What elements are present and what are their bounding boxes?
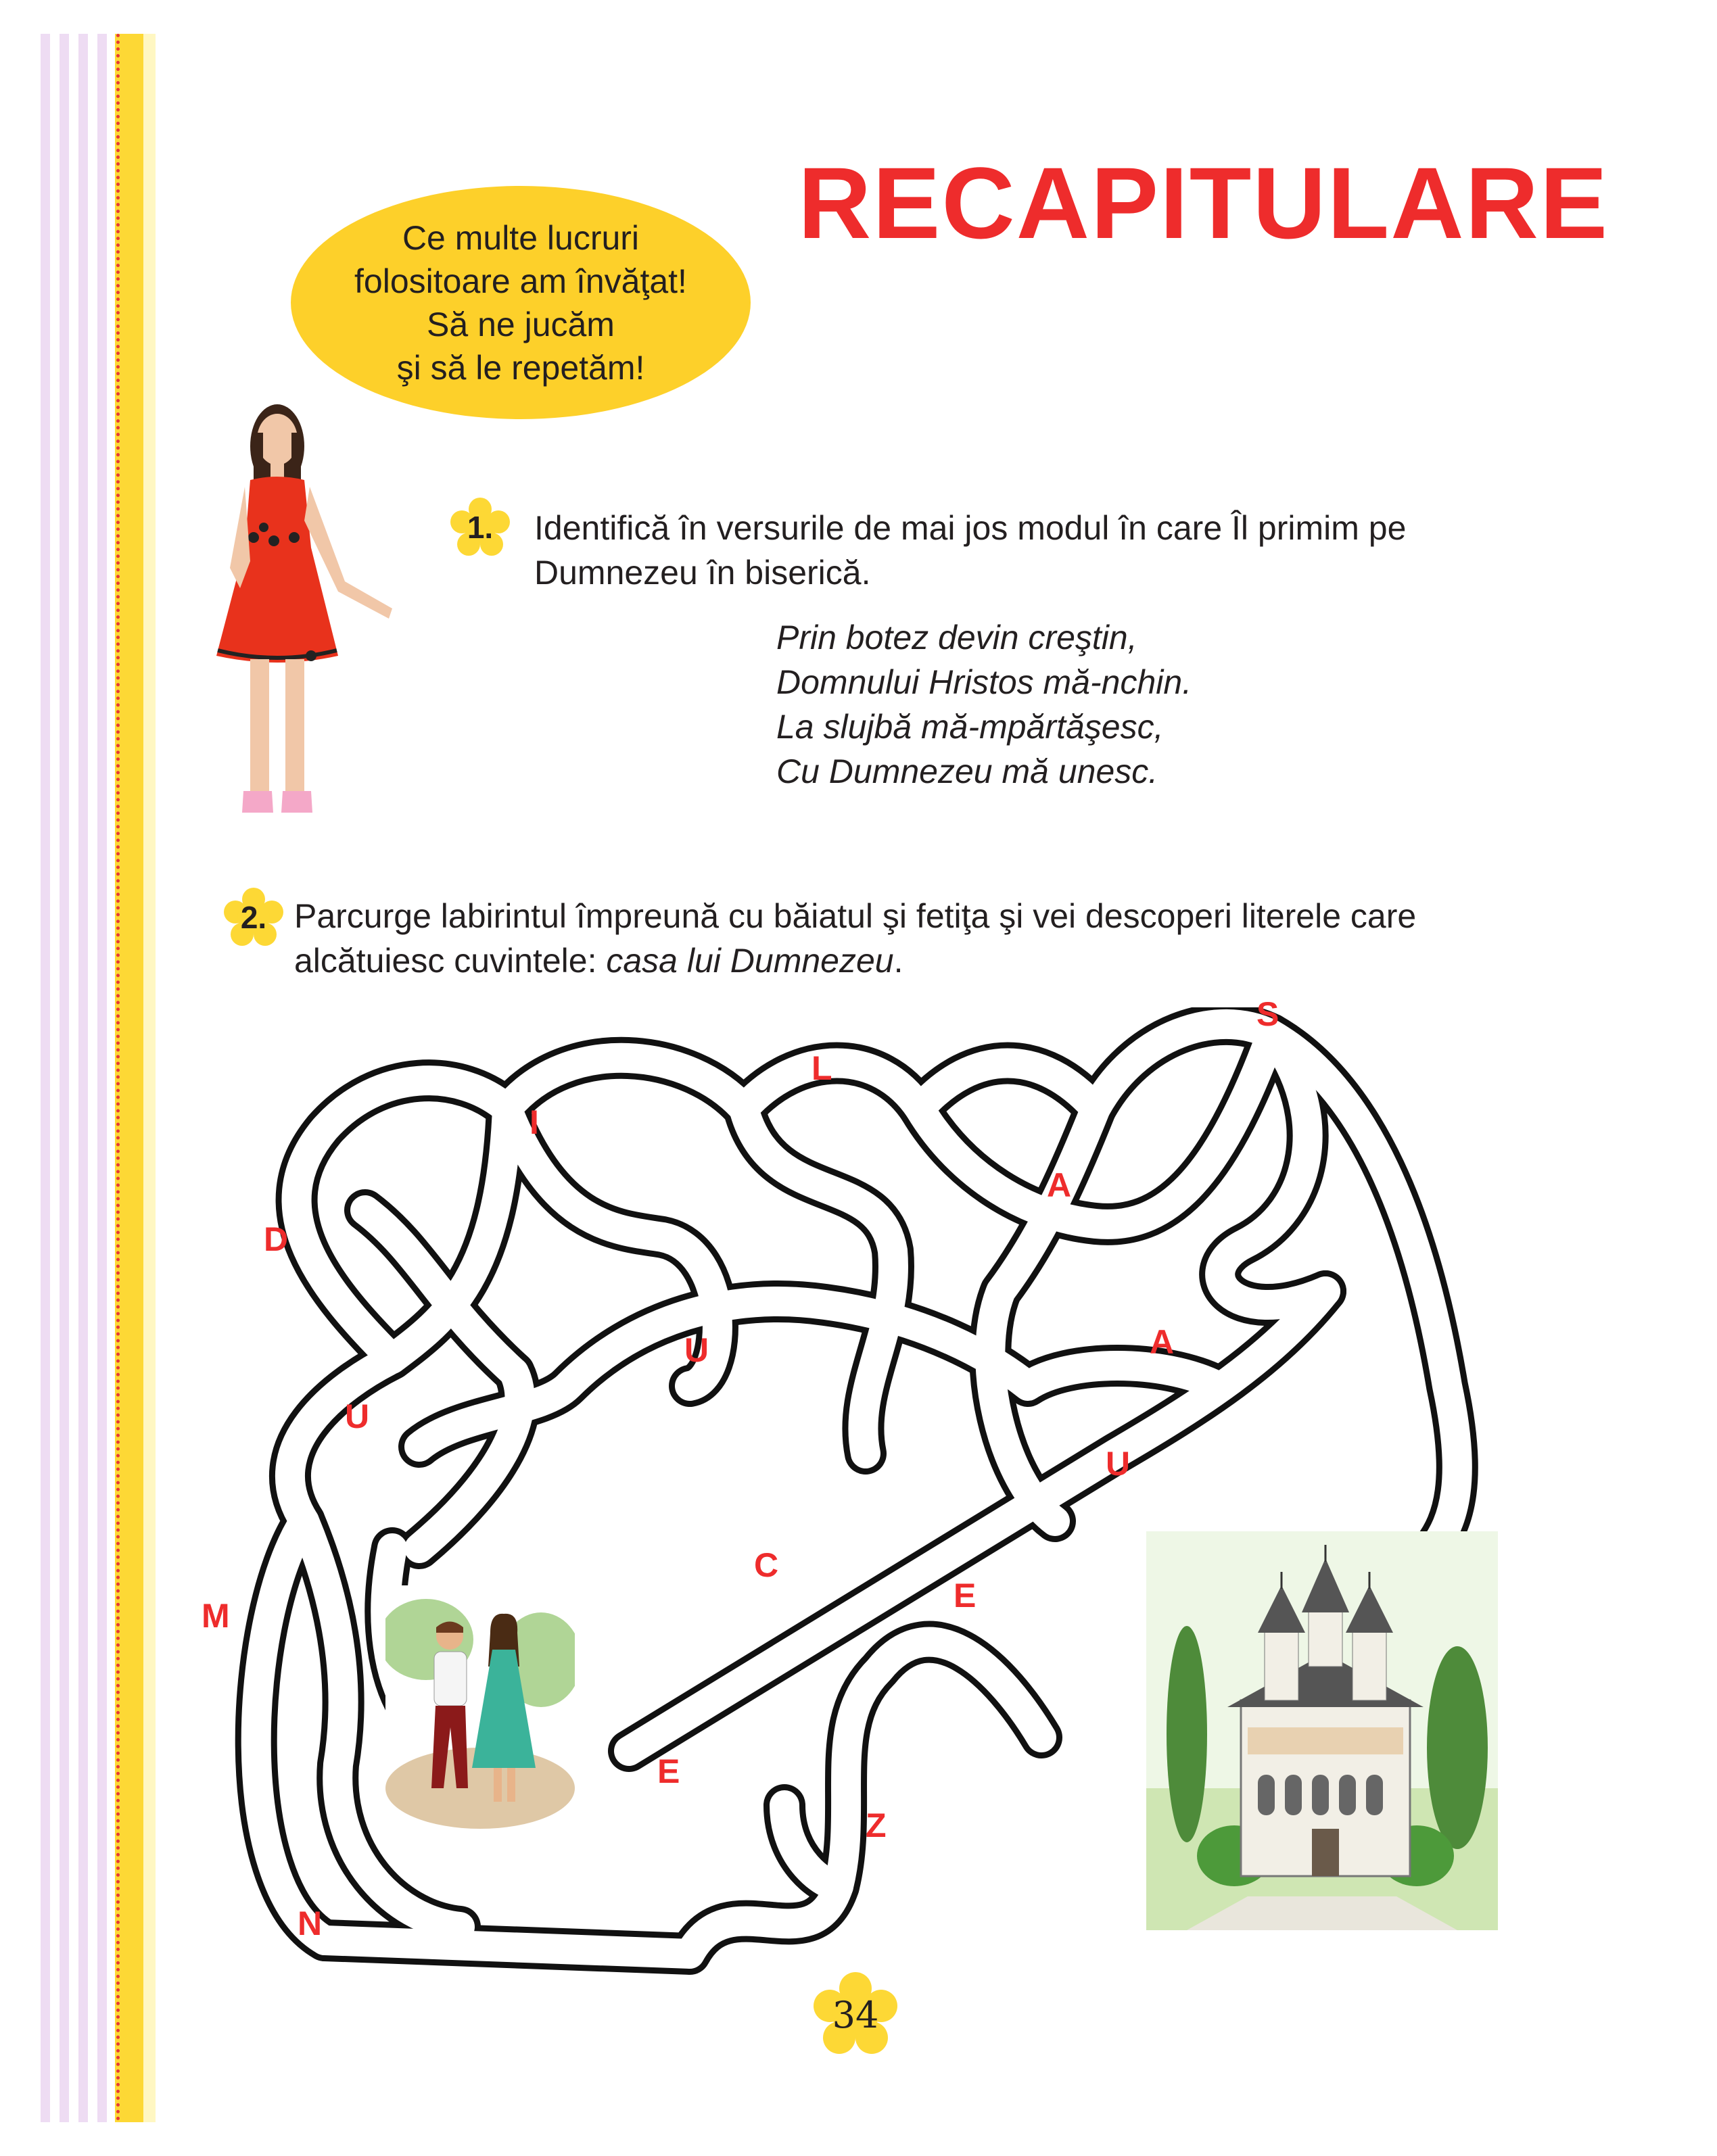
task-1-number: 1.	[467, 510, 494, 545]
task-2-instruction	[294, 894, 1416, 983]
poem-line: La slujbă mă-mpărtăşesc,	[776, 708, 1164, 746]
poem-line: Domnului Hristos mă-nchin.	[776, 663, 1192, 701]
church-illustration	[1146, 1531, 1498, 1930]
bubble-line: Ce multe lucruri	[402, 218, 640, 257]
page-number: 34	[832, 1993, 879, 2036]
maze-letter-l: L	[812, 1049, 832, 1087]
maze-letter-a: A	[1047, 1166, 1072, 1204]
poem	[776, 615, 1192, 794]
maze-letter-u: U	[1106, 1445, 1131, 1483]
bubble-line: folositoare am învăţat!	[354, 262, 687, 300]
girl-illustration	[203, 385, 406, 845]
task-2-number: 2.	[240, 900, 267, 935]
poem-line: Prin botez devin creştin,	[776, 619, 1137, 656]
left-decorative-border	[41, 34, 156, 2122]
maze-letter-i: I	[530, 1103, 539, 1141]
maze-letter-a: A	[1150, 1323, 1175, 1361]
task-1-instruction	[534, 506, 1406, 595]
maze-letter-u: U	[684, 1331, 709, 1369]
poem-line: Cu Dumnezeu mă unesc.	[776, 752, 1158, 790]
task-1-badge	[450, 497, 511, 558]
maze-letter-z: Z	[866, 1806, 887, 1844]
maze-letter-n: N	[298, 1905, 323, 1942]
task-2-line-start: alcătuiesc cuvintele:	[294, 942, 607, 980]
maze-letter-e: E	[657, 1752, 680, 1790]
speech-bubble	[291, 186, 751, 419]
maze-letter-u: U	[345, 1397, 370, 1435]
task-2-line-end: .	[893, 942, 903, 980]
maze-letter-c: C	[754, 1546, 779, 1584]
task-2-line	[294, 938, 1416, 983]
task-2-badge	[223, 887, 284, 948]
task-2-line: Parcurge labirintul împreună cu băiatul şi fetiţa şi vei descoperi literele care	[294, 897, 1417, 935]
maze-letter-s: S	[1256, 995, 1279, 1033]
task-2-keywords: casa lui Dumnezeu	[606, 942, 894, 980]
task-1-line: Dumnezeu în biserică.	[534, 554, 871, 592]
maze-letter-e: E	[954, 1577, 977, 1614]
page-title: RECAPITULARE	[798, 146, 1609, 260]
maze-letter-m: M	[202, 1597, 230, 1635]
boy-and-girl-illustration	[385, 1585, 575, 1829]
page-number-badge	[812, 1971, 899, 2059]
task-1-line: Identifică în versurile de mai jos modul în care Îl primim pe	[534, 509, 1407, 547]
bubble-line: Să ne jucăm	[427, 305, 615, 343]
maze-letter-d: D	[264, 1220, 289, 1258]
bubble-line: şi să le repetăm!	[396, 348, 645, 387]
